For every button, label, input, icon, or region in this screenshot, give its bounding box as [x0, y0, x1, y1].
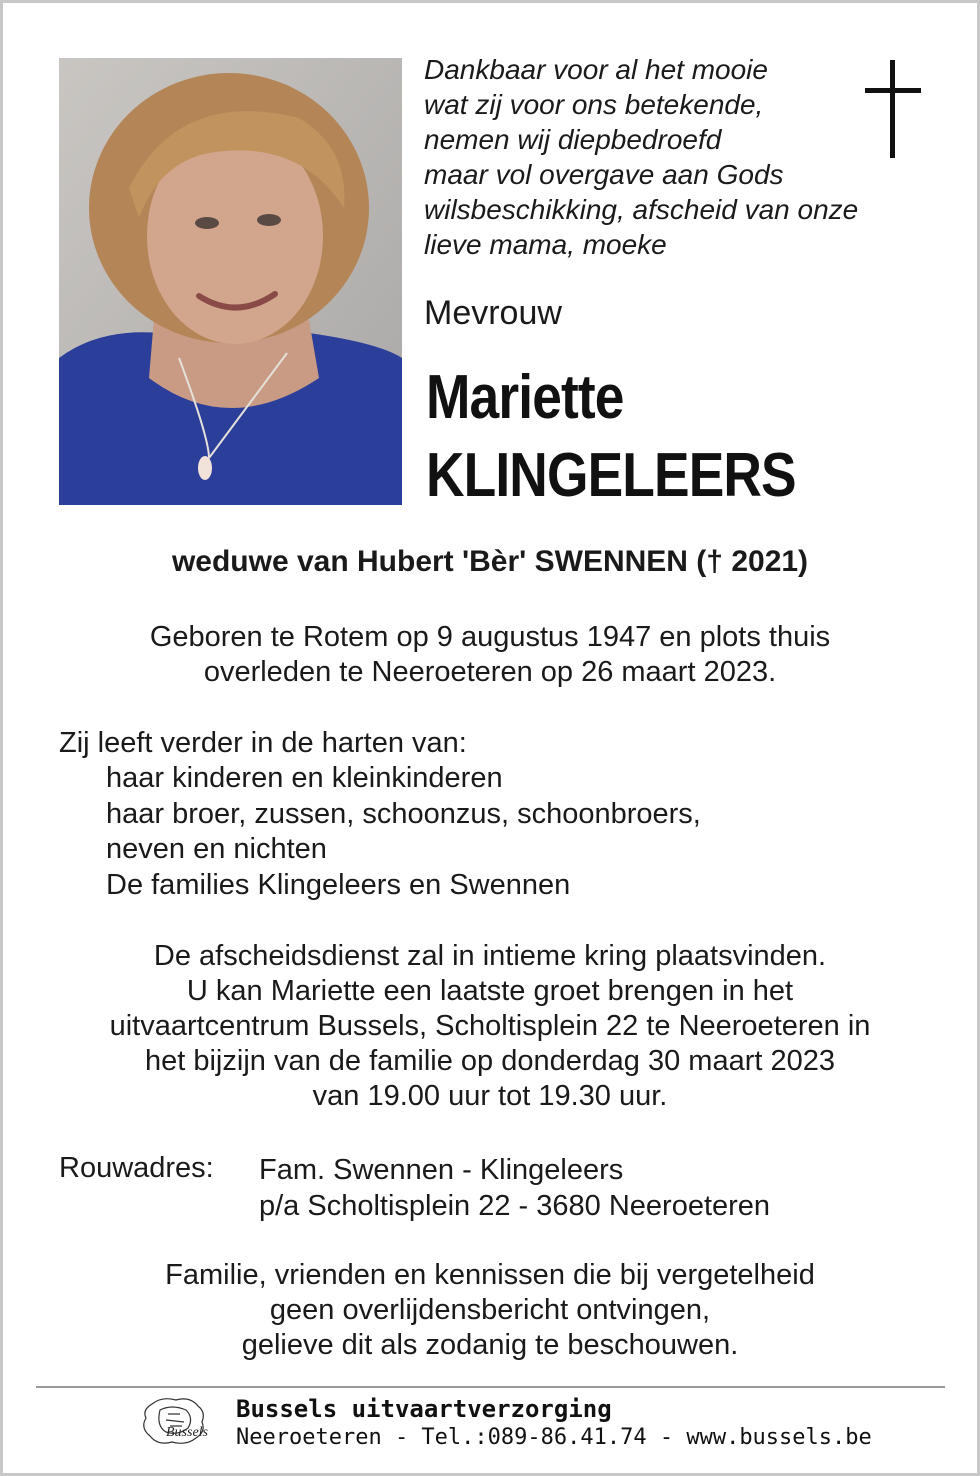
portrait-photo: [59, 58, 402, 505]
closing-text: Familie, vrienden en kennissen die bij vergetelheid geen overlijdensbericht ontvingen, gelieve dit als zodanig te beschouwen.: [165, 1259, 815, 1361]
survivor-item: De families Klingeleers en Swennen: [106, 868, 571, 901]
cross-icon: [863, 60, 923, 160]
footer-divider: [36, 1386, 945, 1388]
salutation: Mevrouw: [424, 294, 562, 332]
survivors-heading: Zij leeft verder in de harten van:: [59, 727, 467, 759]
survivors-list: [106, 761, 701, 903]
deceased-first-name: Mariette: [426, 363, 624, 432]
mourning-address: Fam. Swennen - Klingeleers p/a Scholtisplein 22 - 3680 Neeroeteren: [259, 1154, 771, 1222]
funeral-home-contact: Neeroeteren - Tel.:089-86.41.74 - www.bussels.be: [236, 1425, 872, 1450]
survivor-item: haar broer, zussen, schoonzus, schoonbroers,: [106, 797, 701, 830]
survivor-item: neven en nichten: [106, 833, 327, 865]
bussels-logo: [132, 1394, 224, 1452]
intro-text: Dankbaar voor al het mooie wat zij voor ons betekende, nemen wij diepbedroefd maar vol overgave aan Gods wilsbeschikking, afscheid van onze lieve mama, moeke: [424, 54, 859, 260]
svg-text:Bussels: Bussels: [166, 1425, 208, 1440]
deceased-surname: KLINGELEERS: [426, 441, 796, 510]
service-text: De afscheidsdienst zal in intieme kring plaatsvinden. U kan Mariette een laatste groet brengen in het uitvaartcentrum Bussels, Scholtisplein 22 te Neeroeteren in het bijzijn van de familie op donderdag 30 maart 2023 van 19.00 uur tot 19.30 uur.: [109, 940, 871, 1112]
mourning-address-label: Rouwadres:: [59, 1152, 214, 1184]
funeral-home-name: Bussels uitvaartverzorging: [236, 1395, 612, 1423]
widow-line: weduwe van Hubert 'Bèr' SWENNEN († 2021): [171, 545, 809, 578]
birth-death-text: Geboren te Rotem op 9 augustus 1947 en plots thuis overleden te Neeroeteren op 26 maart 2023.: [149, 621, 831, 688]
survivor-item: haar kinderen en kleinkinderen: [106, 762, 503, 794]
